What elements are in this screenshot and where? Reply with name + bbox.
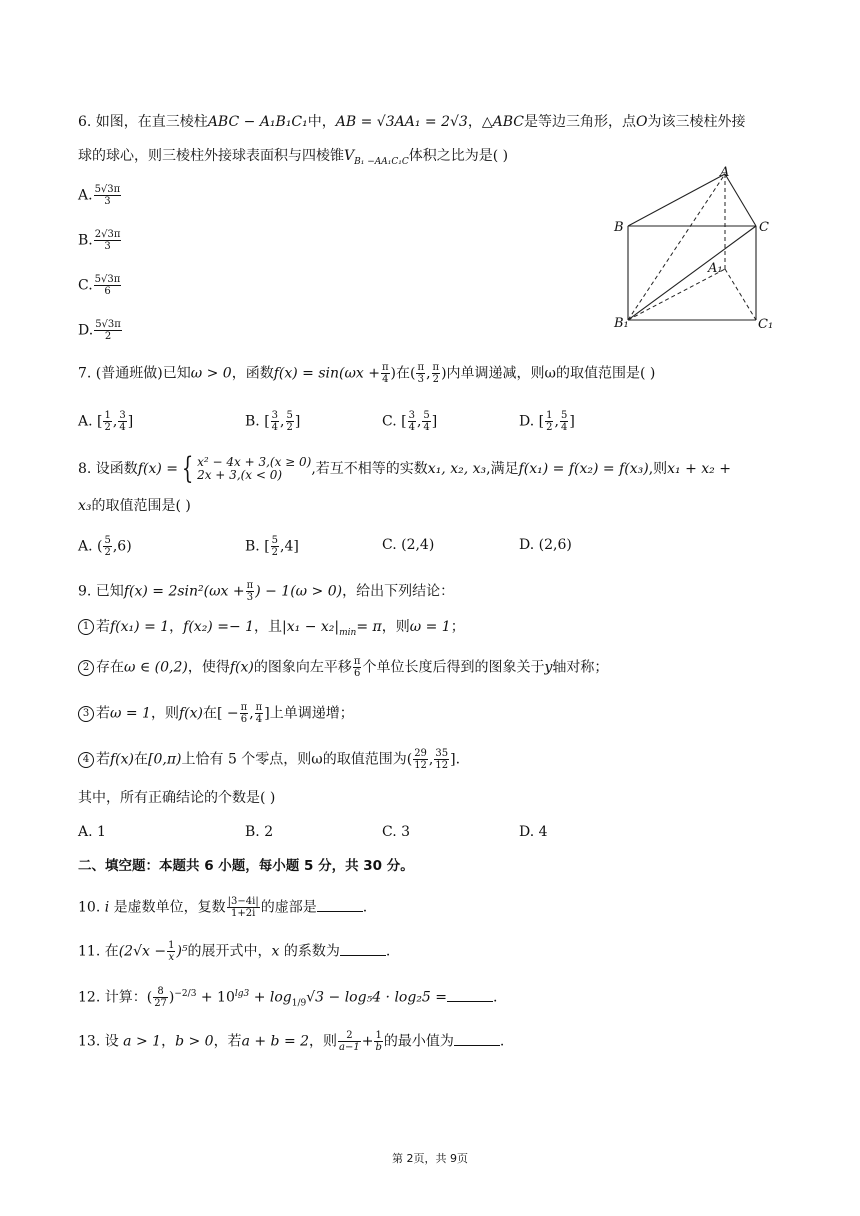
numerator: 1 (546, 410, 553, 421)
denominator: 1+2i (231, 908, 256, 919)
q9-math-f: f(x) = 2sin²(ωx + (123, 583, 245, 600)
q9-text: ]. (450, 751, 461, 768)
numerator: π (381, 362, 389, 373)
numerator: π (432, 362, 440, 373)
q11-math: x (271, 943, 280, 960)
q9-text: ， (169, 619, 184, 635)
option-label: D. (78, 322, 94, 339)
option-label: B. (245, 413, 260, 430)
q6-line1 (78, 112, 745, 132)
q8-text: 的取值范围是( ) (91, 498, 191, 514)
q8-option-d: D. (2,6) (519, 537, 572, 553)
numerator: 5 (423, 410, 430, 421)
circled-number-icon: 3 (78, 706, 94, 722)
edge-b1c (628, 226, 756, 320)
q9-math: f(x₁) = 1 (110, 619, 170, 635)
q11-math: )⁵ (176, 943, 188, 960)
q12-math: √3 − log₅4 · log₂5 = (306, 989, 448, 1006)
fraction (434, 748, 449, 771)
q7-option-a: A. [ $\frac{1}{2}$ , $\frac{3}{4}$ ] (78, 410, 134, 433)
q12-math: + 10 (200, 989, 235, 1006)
option-label: B. [ (245, 538, 270, 555)
fraction (271, 410, 279, 433)
denominator: 2 (104, 422, 111, 433)
edge-b1a1 (628, 269, 725, 320)
q9-math: f(x) (110, 751, 135, 768)
q6-math-v: V (344, 148, 355, 164)
piecewise-cases (197, 456, 311, 482)
q9-text: 若 (96, 619, 110, 635)
q9-stem (78, 580, 454, 603)
q6-text: 体积之比为是( ) (408, 148, 509, 164)
numerator: 3 (119, 410, 126, 421)
q8-text: ,若互不相等的实数 (311, 461, 428, 477)
numerator: π (353, 656, 361, 667)
q8-math: x₁, x₂, x₃ (427, 461, 487, 477)
q12-math: ) (168, 989, 175, 1006)
fraction (103, 410, 111, 433)
option-label: A. (78, 187, 93, 204)
fraction (422, 410, 430, 433)
q7-option-b: B. [ $\frac{3}{4}$ , $\frac{5}{2}$ ] (245, 410, 301, 433)
q9-text: 若 (96, 751, 110, 768)
q9-math: f(x) (229, 659, 254, 676)
q12-stem (78, 984, 497, 1013)
q12-log-base: 1/9 (291, 998, 307, 1009)
denominator: 6 (353, 668, 361, 679)
denominator: 4 (382, 374, 389, 385)
label-c1: C₁ (758, 317, 774, 332)
q9-text: 上恰有 5 个零点，则ω的取值范围为( (181, 751, 413, 768)
numerator: |3−4i| (227, 896, 259, 907)
q13-text: 的最小值为 (383, 1033, 454, 1050)
q6-math-ab: AB = √3AA₁ = 2√3 (335, 114, 468, 130)
q9-statement-2 (78, 656, 608, 679)
fraction (103, 535, 111, 558)
denominator: 3 (417, 374, 424, 385)
denominator: a−1 (339, 1042, 360, 1053)
q11-text: 的展开式中， (187, 943, 272, 960)
numerator: 1 (104, 410, 111, 421)
q6-math-v-sub: B₁ −AA₁C₁C (354, 156, 409, 167)
q9-math: [0,π) (148, 751, 182, 768)
numerator: 1 (168, 940, 175, 951)
numerator: 5√3π (94, 184, 121, 195)
denominator: 3 (246, 592, 254, 603)
section-heading: 二、填空题：本题共 6 小题，每小题 5 分，共 30 分。 (78, 858, 414, 874)
q12-math: + log (253, 989, 292, 1006)
q9-option-b: B. 2 (245, 824, 274, 840)
option-value: ,4] (280, 538, 299, 555)
q7-option-c: C. [ $\frac{3}{4}$ , $\frac{5}{4}$ ] (382, 410, 438, 433)
q6-text: 球的球心，则三棱柱外接球表面积与四棱锥 (78, 148, 344, 164)
denominator: x (168, 952, 175, 963)
numerator: 3 (408, 410, 415, 421)
page-footer: 第 2页，共 9页 (392, 1152, 468, 1165)
numerator: 5 (104, 535, 111, 546)
q6-text: ，△ (467, 114, 493, 130)
denominator: 2 (271, 547, 279, 558)
edge-ba (628, 174, 725, 226)
q13-text: ，则 (309, 1033, 338, 1050)
q7-text: )在( (390, 365, 416, 382)
q8-text: 8. 设函数 (78, 461, 138, 477)
q13-math: + (361, 1033, 374, 1050)
denominator: 6 (104, 286, 111, 297)
circled-number-icon: 1 (78, 619, 94, 635)
fraction (545, 410, 553, 433)
q12-exponent: lg3 (234, 989, 250, 999)
q6-math-o: O (635, 114, 648, 130)
q13-text: 13. 设 (78, 1033, 119, 1050)
fraction (416, 362, 425, 385)
denominator: 4 (423, 422, 430, 433)
q9-option-a: A. 1 (78, 824, 106, 840)
denominator: 12 (414, 760, 427, 771)
circled-number-icon: 2 (78, 660, 94, 676)
q6-option-b (78, 229, 122, 252)
q12-exponent: −2/3 (174, 989, 197, 999)
numerator: 8 (153, 986, 168, 998)
q9-text: ，使得 (187, 659, 230, 676)
q9-text: 在[ − (202, 705, 239, 722)
q9-text: 个单位长度后得到的图象关于 (362, 659, 545, 676)
denominator: 27 (154, 998, 167, 1010)
q7-text: ，函数 (231, 365, 274, 382)
q7-text: 7. (普通班做)已知 (78, 365, 191, 382)
q7-text: )内单调递减，则ω的取值范围是( ) (441, 365, 656, 382)
q6-option-a (78, 184, 122, 207)
q9-conclusion: 其中，所有正确结论的个数是( ) (78, 790, 276, 806)
label-a1: A₁ (708, 261, 723, 276)
fraction (94, 274, 122, 297)
q9-text: 的图象向左平移 (253, 659, 352, 676)
option-label: A. ( (78, 538, 103, 555)
denominator: 6 (240, 714, 248, 725)
q7-option-d: D. [ $\frac{1}{2}$ , $\frac{5}{4}$ ] (519, 410, 575, 433)
q8-stem-line1 (78, 451, 731, 486)
fraction (94, 229, 122, 252)
numerator: 29 (414, 748, 427, 759)
q6-text: 6. 如图，在直三棱柱 (78, 114, 208, 130)
numerator: 2√3π (94, 229, 121, 240)
prism-figure (608, 164, 788, 336)
fraction (353, 656, 362, 679)
q13-text: ， (161, 1033, 176, 1050)
answer-blank[interactable] (317, 899, 363, 912)
denominator: 2 (286, 422, 293, 433)
q11-text: 的系数为 (283, 943, 340, 960)
q9-math: f(x) (178, 705, 203, 722)
option-label: C. (78, 277, 93, 294)
option-label: C. (382, 413, 397, 430)
q9-statement-1 (78, 617, 465, 643)
denominator: 2 (104, 547, 111, 558)
q13-math: a > 1 (123, 1033, 162, 1050)
q9-math: ) − 1(ω > 0) (255, 583, 343, 600)
denominator: 2 (432, 374, 439, 385)
fraction (255, 702, 264, 725)
q6-option-c (78, 274, 122, 297)
q6-text: 为该三棱柱外接 (647, 114, 746, 130)
case-1: x² − 4x + 3,(x ≥ 0) (197, 455, 312, 469)
q9-option-c: C. 3 (382, 824, 411, 840)
q8-stem-line2 (78, 496, 191, 516)
q10-math: i (104, 899, 110, 916)
numerator: 5 (271, 535, 279, 546)
numerator: 5 (560, 410, 568, 421)
label-b1: B₁ (614, 316, 629, 331)
option-value: ,6) (112, 538, 132, 555)
edge-a1c1 (725, 269, 756, 320)
denominator: 2 (546, 422, 553, 433)
q13-math: a + b = 2 (241, 1033, 310, 1050)
label-a: A (720, 165, 730, 180)
denominator: 3 (104, 241, 111, 252)
denominator: 4 (119, 422, 126, 433)
q6-math-abc: ABC (492, 114, 524, 130)
q9-math: ω ∈ (0,2) (124, 659, 188, 676)
q9-text: ，给出下列结论： (342, 583, 455, 600)
numerator: 1 (375, 1030, 382, 1041)
numerator: 3 (271, 410, 279, 421)
fraction (381, 362, 390, 385)
q8-text: ,则 (648, 461, 668, 477)
bracket: ] (127, 413, 134, 430)
q12-text: 12. 计算： (78, 989, 147, 1006)
q9-text: ]上单调递增； (264, 705, 354, 722)
fraction (240, 702, 249, 725)
denominator: 4 (271, 422, 279, 433)
q10-text: 的虚部是 (260, 899, 317, 916)
fraction (408, 410, 416, 433)
bracket: ] (431, 413, 438, 430)
q10-text: 10. (78, 899, 101, 916)
q8-math: x₃ (78, 498, 92, 514)
q13-math: b > 0 (175, 1033, 214, 1050)
label-b: B (614, 220, 624, 235)
q9-math: |x₁ − x₂| (282, 619, 340, 635)
option-label: A. (78, 413, 93, 430)
q9-math: ω = 1 (409, 619, 451, 635)
edge-ac (725, 174, 756, 226)
brace-icon: { (181, 451, 194, 486)
fraction (94, 319, 122, 342)
fraction (227, 896, 260, 919)
q9-text: 存在 (96, 659, 124, 676)
fraction (153, 986, 168, 1009)
answer-blank[interactable] (454, 1033, 500, 1046)
q9-text: 轴对称； (552, 659, 609, 676)
edge-b1a (628, 174, 725, 320)
q9-math: y (544, 659, 553, 676)
q8-text: ,满足 (486, 461, 519, 477)
numerator: π (417, 362, 425, 373)
numerator: 5 (286, 410, 293, 421)
q9-text: ，则 (150, 705, 179, 722)
numerator: 5√3π (94, 274, 121, 285)
q12-text: . (493, 989, 498, 1006)
q7-math-f: f(x) = sin(ωx + (273, 365, 380, 382)
fraction (167, 940, 175, 963)
q9-math-sub: min (339, 627, 357, 638)
numerator: 35 (435, 748, 449, 759)
q9-statement-3: 3 若ω = 1，则f(x)在[ − $\frac{\pi}{6}$ , $\frac{\pi}{4}$ ]上单调递增； (78, 702, 354, 725)
numerator: 2 (338, 1030, 361, 1042)
q9-text: ，则 (381, 619, 410, 635)
fraction (94, 184, 122, 207)
q7-stem: 7. (普通班做)已知ω > 0，函数f(x) = sin(ωx + $\frac{\pi}{4}$ )在( $\frac{\pi}{3}$ , $\frac{\pi}{2}$ )内单调递减，则ω的取值范围是( ) (78, 362, 656, 385)
denominator: 4 (560, 422, 568, 433)
q12-math: ( (146, 989, 153, 1006)
q9-text: ，且 (254, 619, 283, 635)
numerator: π (255, 702, 263, 713)
fraction (246, 580, 255, 603)
q8-math: x₁ + x₂ + (667, 461, 731, 477)
option-label: D. (519, 413, 535, 430)
case-2: 2x + 3,(x < 0) (197, 468, 283, 482)
circled-number-icon: 4 (78, 752, 94, 768)
q11-text: . (385, 943, 391, 960)
label-c: C (759, 220, 769, 235)
numerator: π (246, 580, 254, 591)
q11-text: 11. 在 (78, 943, 119, 960)
q9-option-d: D. 4 (519, 824, 548, 840)
q9-math: ω = 1 (110, 705, 151, 722)
denominator: 12 (435, 760, 449, 771)
option-label: B. (78, 232, 93, 249)
fraction (413, 748, 428, 771)
q6-option-d (78, 319, 123, 342)
denominator: 3 (104, 196, 111, 207)
q9-text: ； (450, 619, 465, 635)
q9-math: = π (356, 619, 382, 635)
q9-text: 9. 已知 (78, 583, 124, 600)
q10-stem (78, 896, 367, 919)
q9-math: f(x₂) =− 1 (183, 619, 255, 635)
answer-blank[interactable] (340, 943, 386, 956)
q10-text: 是虚数单位，复数 (113, 899, 226, 916)
q6-math-prism: ABC − A₁B₁C₁ (207, 114, 308, 130)
q13-stem (78, 1030, 504, 1053)
q8-option-b (245, 535, 299, 558)
q11-stem (78, 940, 390, 963)
fraction (271, 535, 279, 558)
q8-option-c: C. (2,4) (382, 537, 435, 553)
denominator: 4 (408, 422, 415, 433)
q7-math: ω > 0 (190, 365, 232, 382)
fraction (374, 1030, 382, 1053)
q10-text: . (362, 899, 368, 916)
numerator: 5√3π (95, 319, 121, 330)
q8-option-a (78, 535, 132, 558)
bracket: ] (569, 413, 575, 430)
q6-text: 是等边三角形，点 (523, 114, 636, 130)
fraction (286, 410, 294, 433)
numerator: π (240, 702, 248, 713)
q6-line2 (78, 146, 508, 172)
q9-text: 在 (134, 751, 149, 768)
q13-text: . (499, 1033, 505, 1050)
fraction (560, 410, 568, 433)
denominator: 4 (255, 714, 263, 725)
fraction (338, 1030, 361, 1053)
fraction (118, 410, 126, 433)
q8-math: f(x₁) = f(x₂) = f(x₃) (518, 461, 649, 477)
q13-text: ，若 (213, 1033, 242, 1050)
answer-blank[interactable] (447, 989, 493, 1002)
fraction (432, 362, 441, 385)
q6-text: 中， (307, 114, 336, 130)
q9-statement-4: 4 若f(x)在[0,π)上恰有 5 个零点，则ω的取值范围为( $\frac{29}{12}$ , $\frac{35}{12}$ ]. (78, 748, 460, 771)
bracket: ] (294, 413, 301, 430)
denominator: b (375, 1042, 382, 1053)
q8-math-f: f(x) = (137, 461, 178, 477)
q9-text: 若 (96, 705, 110, 722)
q11-math: (2√x − (118, 943, 167, 960)
denominator: 2 (104, 331, 112, 342)
